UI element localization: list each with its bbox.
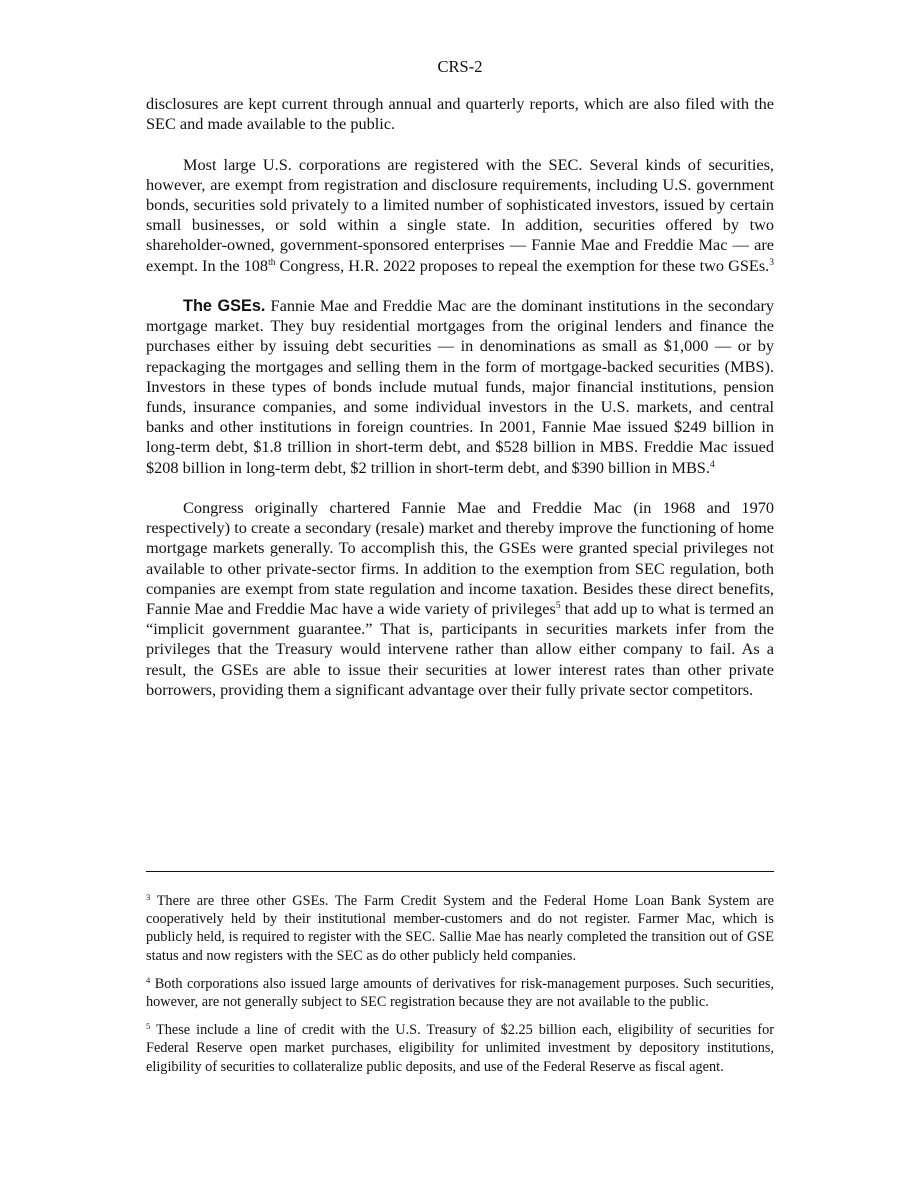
section-heading: The GSEs. bbox=[183, 297, 266, 315]
paragraph-gses bbox=[146, 296, 774, 478]
body-text bbox=[146, 94, 774, 720]
footnote-4 bbox=[146, 975, 774, 1011]
paragraph-sec-registration bbox=[146, 155, 774, 276]
footnote-marker: 5 bbox=[146, 1021, 151, 1032]
footnote-text: Both corporations also issued large amounts of derivatives for risk-management purposes. Such securities, however, are not generally subject to SEC registration because they are not available to the public. bbox=[146, 975, 774, 1011]
footnote-3 bbox=[146, 892, 774, 965]
footnote-divider bbox=[146, 871, 774, 872]
paragraph-text: that add up to what is termed an “implicit government guarantee.” That is, participants in securities markets infer from the privileges that the Treasury would intervene rather than allow either company to fail. As a result, the GSEs are able to issue their securities at lower interest rates than other private borrowers, providing them a significant advantage over their fully private sector competitors. bbox=[146, 599, 774, 699]
footnote-text: There are three other GSEs. The Farm Credit System and the Federal Home Loan Bank System are cooperatively held by their institutional member-customers and do not register. Farmer Mac, which is publicly held, is required to register with the SEC. Sallie Mae has nearly completed the transition out of GSE status and now registers with the SEC as do other publicly held companies. bbox=[146, 893, 774, 964]
paragraph-text: Fannie Mae and Freddie Mac are the dominant institutions in the secondary mortgage market. They buy residential mortgages from the original lenders and finance the purchases either by issuing debt securities — in denominations as small as $1,000 — or by repackaging the mortgages and selling them in the form of mortgage-backed securities (MBS). Investors in these types of bonds include mutual funds, major financial institutions, pension funds, insurance companies, and some individual investors in the U.S. markets, and central banks and other institutions in foreign countries. In 2001, Fannie Mae issued $249 billion in long-term debt, $1.8 trillion in short-term debt, and $528 billion in MBS. Freddie Mac issued $208 billion in long-term debt, $2 trillion in short-term debt, and $390 billion in MBS. bbox=[146, 296, 775, 477]
footnote-ref-3[interactable]: 3 bbox=[769, 257, 775, 268]
paragraph-congress-charter bbox=[146, 498, 774, 700]
footnote-ref-5[interactable]: 5 bbox=[555, 601, 561, 612]
paragraph-text: Most large U.S. corporations are registered with the SEC. Several kinds of securities, however, are exempt from registration and disclosure requirements, including U.S. government bonds, securities sold privately to a limited number of sophisticated investors, issued by certain small businesses, or sold within a single state. In addition, securities offered by two shareholder-owned, government-sponsored enterprises — Fannie Mae and Freddie Mac — are exempt. In the 108 bbox=[146, 154, 774, 275]
footnote-ref-4[interactable]: 4 bbox=[709, 459, 715, 470]
footnotes bbox=[146, 892, 774, 1086]
paragraph-text: disclosures are kept current through annual and quarterly reports, which are also filed with the SEC and made available to the public. bbox=[146, 94, 774, 134]
footnote-text: These include a line of credit with the U.S. Treasury of $2.25 billion each, eligibility of securities for Federal Reserve open market purchases, eligibility for unlimited investment by depository institutions, eligibility of securities to collateralize public deposits, and use of the Federal Reserve as fiscal agent. bbox=[146, 1022, 774, 1075]
paragraph-text: Congress, H.R. 2022 proposes to repeal the exemption for these two GSEs. bbox=[275, 255, 770, 275]
page-header bbox=[146, 57, 774, 77]
footnote-marker: 3 bbox=[146, 892, 151, 902]
page-label: CRS-2 bbox=[437, 57, 483, 76]
ordinal-suffix: th bbox=[268, 257, 276, 268]
footnote-5 bbox=[146, 1021, 774, 1076]
paragraph-continuation bbox=[146, 94, 774, 134]
footnote-marker: 4 bbox=[146, 974, 151, 985]
paragraph-text: Congress originally chartered Fannie Mae and Freddie Mac (in 1968 and 1970 respectively) to create a secondary (resale) market and thereby improve the functioning of home mortgage markets generally. To accomplish this, the GSEs were granted special privileges not available to other private-sector firms. In addition to the exemption from SEC regulation, both companies are exempt from state regulation and income taxation. Besides these direct benefits, Fannie Mae and Freddie Mac have a wide variety of privileges bbox=[146, 498, 774, 619]
